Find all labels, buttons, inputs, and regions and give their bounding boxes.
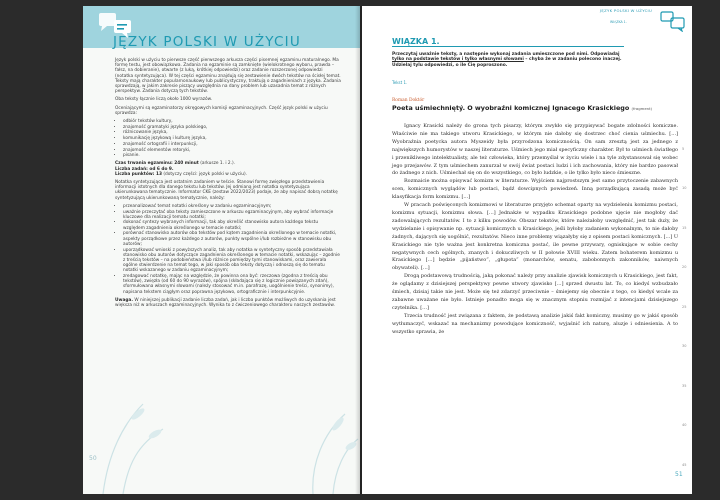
- line-number: 30: [682, 344, 687, 348]
- synthesis-intro: Notatka syntetyzująca jest ostatnim zadaniem w teście. Stanowi formę zwięzłego przedstawienia informacji istotnych dla danego tekstu lub tekstów. Jej odmianą jest notatka syntetyzująca ukierunkowana tematycznie. Informator CKE (zestaw 2022/2023) podaje, że aby napisać dobrą notatkę syntetyzującą ukierunkowaną tematycznie, należy:: [115, 180, 338, 201]
- list-item: • zredagować notatkę, mając na względzie, że powinna ona być: rzeczowa (zgodna z treścią obu tekstów), zwięzła (od 60 do 90 wyrazów), spójna (składająca się z logicznie powiązanych zdań), sformułowana własnymi słowami (należy stosować m.in. parafrazę, uogólnienie treści, synonimy), napisana tekstem ciągłym oraz poprawna językowo, ortograficznie i interpunkcyjnie.: [123, 274, 341, 295]
- plant-illustration: [83, 384, 360, 494]
- list-item: • różnicowanie języka,: [123, 130, 341, 135]
- section-heading: WIĄZKA 1.: [392, 37, 440, 46]
- left-page: [83, 6, 360, 494]
- language-bubbles-icon: [660, 10, 686, 32]
- article-paragraph: Trzecia trudność jest związana z faktem, że podstawą analizie jakiś fakt komiczny, musimy go w jakiś sposób wytłumaczyć, wskazać na mechanizmy powodujące komiczność, wyjaśnić ich naturę, aluzje i odniesienia. A to wszystko sprawia, że: [392, 312, 678, 335]
- running-subheader: WIĄZKA 1.: [610, 20, 627, 24]
- list-item: • porównać stanowisko autorów oba tekstów pod kątem zagadnienia określonego w temacie notatki, aspekty porządkowe przez każdego z autorów, punkty wspólne i/lub rozbieżne w stanowisku obu autorów;: [123, 231, 341, 247]
- points-count: Liczba punktów: 13 (dotyczy części: język polski w użyciu).: [115, 171, 248, 177]
- line-number: 20: [682, 265, 687, 269]
- article-title-note: (fragment): [631, 106, 653, 111]
- note-paragraph: [115, 298, 341, 308]
- list-item: • znajomość elementów retoryki,: [123, 148, 341, 153]
- page-title: JĘZYK POLSKI W UŻYCIU: [113, 34, 301, 50]
- instruction-emphasis: tylko na podstawie tekstów i tylko własnymi słowami: [392, 57, 524, 63]
- left-body: [115, 58, 341, 311]
- page-number: 50: [89, 455, 97, 462]
- article-author: Roman Doktór: [392, 98, 425, 103]
- article-paragraph: W pracach poświęconych komizmowi w literaturze przyjęto schemat oparty na wydzieleniu komizmu postaci, komizmu sytuacji, komizmu słowa. […] Jednakże w wypadku Krasickiego podobne ujęcie nie mogłoby dać zadowalających rezultatów. I to z kilku powodów. Obszar tekstów, które należałoby uwzględnić, jest tak duży, że wydzielanie i opisywanie np. sytuacji komicznych u Krasickiego, jeśli byłoby zadaniem wykonalnym, to nie dałoby żadnych, dających się uogólnić, rezultatów. Nieco inne problemy wiązałyby się z opisem postaci komicznych. […] U Krasickiego nie tyle ważna jest konkretna komiczna postać, ile pewne przywary, ogniskujące w sobie cechy negatywnych cech ogólnych, znanych i dokuczliwych w II połowie XVIII wieku. Zatem bohaterem komizmu u Krasickiego […] będzie „pijaństwo”, „głupota” (monarchów, senatu, zabobonnych zakonników, naiwnych obywateli). […]: [392, 202, 678, 272]
- line-number: 10: [682, 186, 687, 190]
- heading-divider: [392, 46, 624, 47]
- duration-note: (arkusze 1. i 2.).: [200, 161, 236, 167]
- line-number: 40: [682, 423, 687, 427]
- list-item: • uważnie przeczytać oba teksty zamieszczone w arkuszu egzaminacyjnym, aby wybrać informacje kluczowe dla realizacji tematu notatki;: [123, 210, 341, 220]
- list-item: • odbiór tekstów kultury,: [123, 119, 341, 124]
- skills-list: [115, 119, 341, 158]
- article-title: Poeta uśmiechniętý. O wyobraźni komicznej Ignacego Krasickiego (fragment): [392, 104, 653, 112]
- note-text: W niniejszej publikacji zadanie liczba zadań, jak i liczba punktów możliwych do uzyskania jest większa niż w arkuszach egzaminacyjnych. Wynika to z ćwiczeniowego charakteru naszych zestawów.: [115, 297, 336, 309]
- line-number: 45: [682, 463, 687, 467]
- line-number: 15: [682, 226, 687, 230]
- article-paragraph: Ignacy Krasicki należy do grona tych pisarzy, którym zwykło się przypisywać bogate zdolności komiczne. Właściwie nie ma takiego utworu Krasickiego, w którym nie dałoby się dostrzec choć cienia uśmiechu. […] Wyobraźnia poetycka autora Myszeidy była przyrodzona komicznością. On sam zresztą jest za jednego z największych humorystów w naszej literaturze. Uśmiech jego miał specyficzny charakter. Był to uśmiech światłego i przenikliwego intelektualisty, ale też człowieka, który przemyślał w życiu wiele i na tyle zdystansował się wobec jego przejawów. Z tym uśmiechem zanurzał w swój świat postaci ludzi i ich zachowania, który nie bardzo pasował do żadnego z nich. Uśmiechał się on do wszystkiego, co było ludzkie, o ile tylko było nieco śmieszne.: [392, 123, 678, 177]
- right-page: [362, 6, 692, 494]
- list-item: • przeanalizować temat notatki określony w zadaniu egzaminacyjnym;: [123, 204, 341, 209]
- synthesis-steps: [115, 204, 341, 295]
- text-label: Tekst 1.: [392, 80, 408, 85]
- duration-label: Czas trwania egzaminu: 240 minut: [115, 161, 199, 167]
- task-instruction: Przeczytaj uważnie teksty, a następnie wykonaj zadania umieszczone pod nimi. Odpowiadaj tylko na podstawie tekstów i tylko własnymi słowami – chyba że w zadaniu polecono inaczej. Udzielaj tylu odpowiedzi, o ile Cię poproszono.: [392, 52, 622, 68]
- running-header: JĘZYK POLSKI W UŻYCIU: [600, 8, 653, 13]
- tasks-count: Liczba zadań: od 6 do 9.: [115, 166, 174, 172]
- line-number: 5: [682, 147, 685, 151]
- line-number: 35: [682, 384, 687, 388]
- page-number: 51: [675, 471, 683, 478]
- article-body: [392, 123, 678, 336]
- intro-paragraph: Język polski w użyciu to pierwsze część pierwszego arkusza części pisemnej egzaminu maturalnego. Ma formę testu, jest obowiązkowa. Zadania na egzaminie są zamknięte (wielokrotnego wyboru, prawda – fałsz, na dobieranie), otwarte (z luką, krótkiej odpowiedzi) oraz zadanie rozszerzonej odpowiedzi (notatka syntetyzująca). W tej części egzaminu znajdują się zestawienie dwóch tekstów na ścisłej temat. Teksty mają charakter popularnonaukowy lub publicystyczny, traktują o zagadnieniach z języka. Zadania sprawdzają, w jakim zakresie piszący uwzględnia na dany problem lub uzasadnia temat z różnych perspektyw. Zadania dotyczą tych tekstów.: [115, 58, 341, 95]
- line-number: 25: [682, 305, 687, 309]
- article-paragraph: Drogą podstawową trudnością, jaką pokonać należy przy analizie zjawisk komicznych u Krasickiego, jest fakt, że oglądamy z dzisiejszej perspektywy pewne utwory zjawisko […] sprzed dwustu lat. To, co kiedyś wzbudzało śmiech, dzisiaj takie nie jest. Może się też zdarzyć przeciwnie – śmiejemy się obecnie z tego, co kiedyś wcale za zabawne uważane nie było. Istnieje ponadto moga się w znacznym stopniu rozmijać z intencjami dzisiejszego czytelnika. […]: [392, 273, 678, 311]
- list-item: • uporządkować wnioski z powyższych analiz, tak aby notatka w syntetyczny sposób przedstawiała stanowisko obu autorów dotyczące zagadnienia określonego w temacie notatki, wskazując – zgodnie z treścią tekstów – na podobieństwa i/lub różnice pomiędzy tymi stanowiskami, oraz zawierała ogólne stwierdzenie na temat tego, w jaki sposób oba teksty dotyczą i odnoszą się do tematu notatki wskazanego w zadaniu egzaminacyjnym;: [123, 248, 341, 274]
- points-note: (dotyczy części: język polski w użyciu).: [163, 171, 248, 177]
- length-note: Oba teksty łącznie liczą około 1000 wyrazów.: [115, 97, 213, 103]
- list-item: • pisanie.: [123, 153, 341, 158]
- list-item: • dokonać syntezy wybranych informacji, tak aby określić stanowisko autora każdego tekstu względem zagadnienia określonego w temacie notatki;: [123, 220, 341, 230]
- list-item: • znajomość gramatyki języka polskiego,: [123, 125, 341, 130]
- list-item: • komunikację językową i kulturę języka,: [123, 136, 341, 141]
- article-paragraph: Rozmaicie można opisywać komizm w literaturze. Wyjściem najprostszym jest samo przytoczenie zabawnych scen, komicznych wyglądów lub postaci, bądź dowcipnych powiedzeń. Inną porządkującą zasadą może być klasyfikacja form komizmu. […]: [392, 178, 678, 201]
- note-label: Uwaga.: [115, 297, 133, 303]
- list-item: • znajomość ortografii i interpunkcji,: [123, 142, 341, 147]
- skills-intro: Oceniającymi są egzaminatorzy okręgowych komisji egzaminacyjnych. Część język polski w użyciu sprawdza:: [115, 105, 328, 116]
